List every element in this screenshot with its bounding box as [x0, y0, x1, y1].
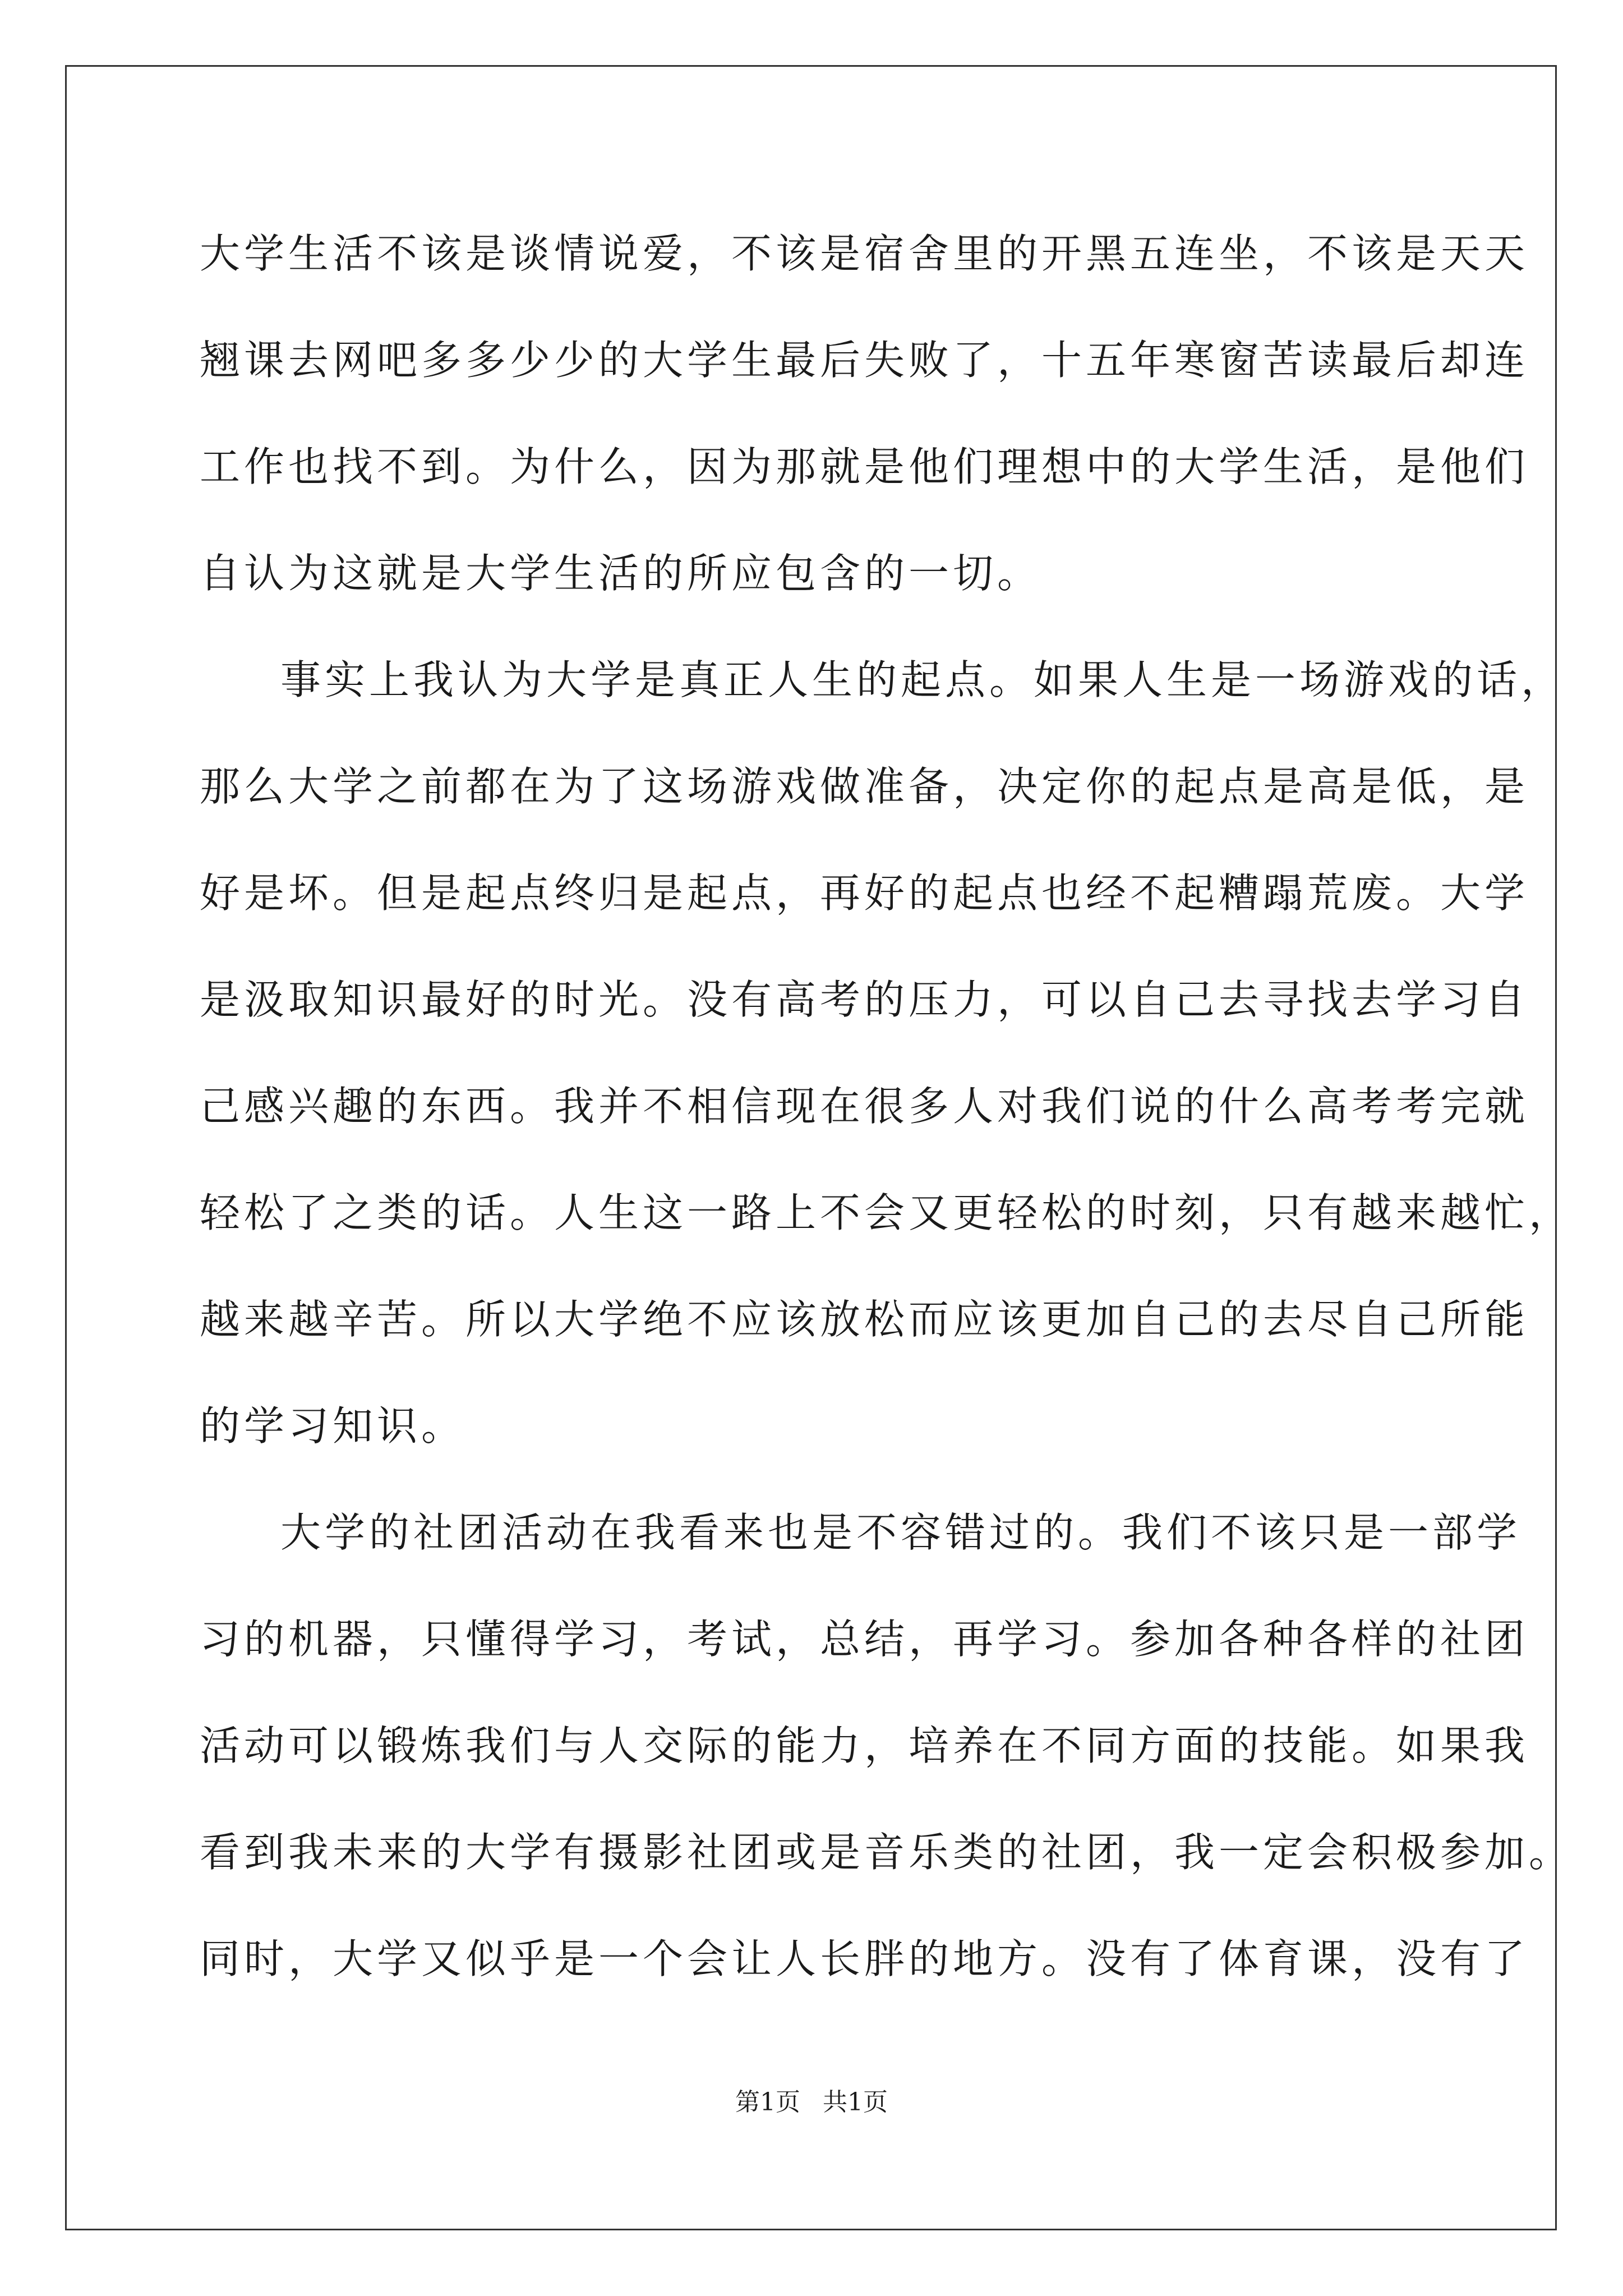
paragraph-2-line-8: 的学习知识。 [200, 1402, 466, 1450]
paragraph-3-line-1: 大学的社团活动在我看来也是不容错过的。我们不该只是一部学 [280, 1509, 1521, 1556]
paragraph-2-line-7: 越来越辛苦。所以大学绝不应该放松而应该更加自己的去尽自己所能 [200, 1296, 1529, 1343]
page-total: 共1页 [823, 2088, 888, 2116]
paragraph-2-line-2: 那么大学之前都在为了这场游戏做准备，决定你的起点是高是低，是 [200, 763, 1529, 810]
paragraph-1-line-3: 工作也找不到。为什么，因为那就是他们理想中的大学生活，是他们 [200, 443, 1529, 490]
page-footer [0, 2086, 1623, 2119]
paragraph-2-line-5: 己感兴趣的东西。我并不相信现在很多人对我们说的什么高考考完就 [200, 1083, 1529, 1130]
paragraph-3-line-4: 看到我未来的大学有摄影社团或是音乐类的社团，我一定会积极参加。 [200, 1829, 1574, 1876]
page-border [65, 65, 1557, 2230]
paragraph-1-line-4: 自认为这就是大学生活的所应包含的一切。 [200, 550, 1042, 597]
paragraph-2-line-6: 轻松了之类的话。人生这一路上不会又更轻松的时刻，只有越来越忙， [200, 1189, 1574, 1236]
paragraph-1-line-2: 翘课去网吧多多少少的大学生最后失败了，十五年寒窗苦读最后却连 [200, 337, 1529, 384]
paragraph-2-line-3: 好是坏。但是起点终归是起点，再好的起点也经不起糟蹋荒废。大学 [200, 869, 1529, 917]
paragraph-3-line-2: 习的机器，只懂得学习，考试，总结，再学习。参加各种各样的社团 [200, 1616, 1529, 1663]
page-number: 第1页 [735, 2088, 800, 2116]
paragraph-3-line-5: 同时，大学又似乎是一个会让人长胖的地方。没有了体育课，没有了 [200, 1935, 1529, 1982]
paragraph-2-line-1: 事实上我认为大学是真正人生的起点。如果人生是一场游戏的话， [280, 656, 1566, 703]
paragraph-2-line-4: 是汲取知识最好的时光。没有高考的压力，可以自己去寻找去学习自 [200, 976, 1529, 1023]
paragraph-3-line-3: 活动可以锻炼我们与人交际的能力，培养在不同方面的技能。如果我 [200, 1722, 1529, 1769]
paragraph-1-line-1: 大学生活不该是谈情说爱，不该是宿舍里的开黑五连坐，不该是天天 [200, 230, 1529, 277]
